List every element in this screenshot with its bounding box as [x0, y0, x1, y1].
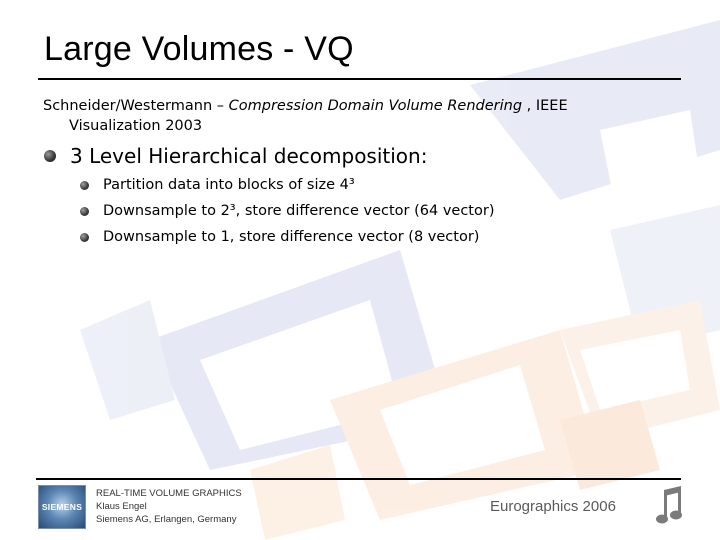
title-divider — [38, 78, 681, 80]
music-note-icon — [656, 486, 684, 526]
citation-paper-title: Compression Domain Volume Rendering — [228, 98, 523, 114]
main-bullet — [44, 144, 427, 168]
presenter-affiliation: Siemens AG, Erlangen, Germany — [96, 514, 237, 525]
slide-title: Large Volumes - VQ — [44, 30, 354, 68]
citation-authors: Schneider/Westermann – — [43, 98, 229, 114]
siemens-logo — [38, 485, 86, 529]
bullet-dot-icon — [80, 181, 89, 190]
footer-divider — [36, 478, 681, 480]
citation-venue: , IEEE — [522, 98, 568, 114]
sub-bullet-text: Downsample to 1, store difference vector (8 vector) — [103, 229, 480, 245]
bullet-dot-icon — [44, 150, 56, 162]
presenter-name: Klaus Engel — [96, 501, 147, 512]
citation-venue-year: Visualization 2003 — [69, 118, 203, 134]
bullet-dot-icon — [80, 207, 89, 216]
main-bullet-text: 3 Level Hierarchical decomposition: — [70, 144, 428, 168]
sub-bullet-text: Downsample to 2³, store difference vector (64 vector) — [103, 203, 495, 219]
sub-bullet — [80, 229, 479, 245]
footer-info — [96, 487, 242, 526]
sub-bullet-text: Partition data into blocks of size 4³ — [103, 177, 355, 193]
sub-bullet — [80, 203, 495, 219]
citation — [43, 96, 643, 136]
bullet-dot-icon — [80, 233, 89, 242]
course-name: REAL-TIME VOLUME GRAPHICS — [96, 488, 242, 499]
sub-bullet — [80, 177, 355, 193]
conference-name: Eurographics 2006 — [490, 498, 616, 515]
logo-text: SIEMENS — [41, 502, 83, 512]
